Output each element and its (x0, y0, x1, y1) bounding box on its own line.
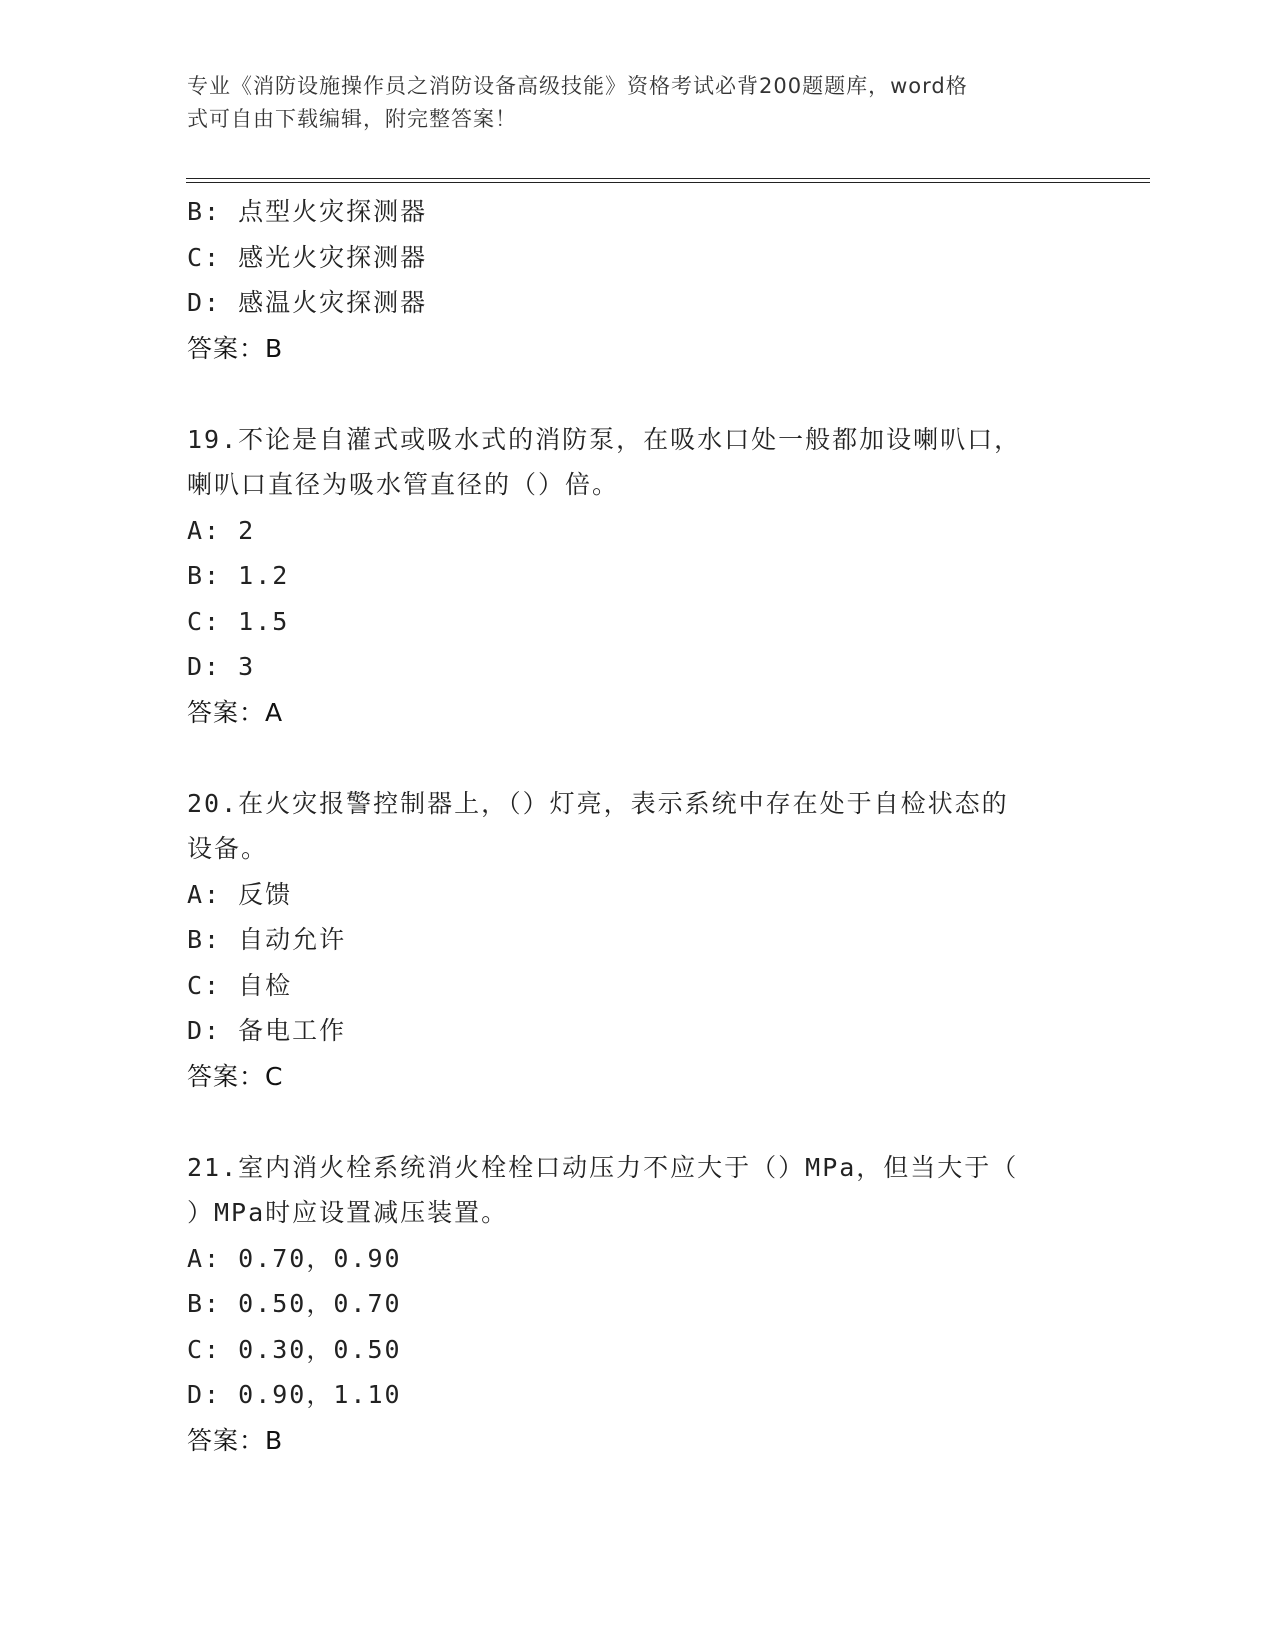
option-c: C: 1.5 (187, 606, 290, 636)
option-d: D: 感温火灾探测器 (187, 288, 428, 317)
question-text-line-2: ）MPa时应设置减压装置。 (187, 1198, 509, 1227)
option-d: D: 备电工作 (187, 1016, 347, 1045)
option-a: A: 反馈 (187, 879, 293, 909)
option-a: A: 0.70，0.90 (187, 1243, 402, 1273)
header-divider-bottom (186, 182, 1150, 183)
question-19 (187, 417, 1087, 736)
spacer (187, 1099, 1087, 1145)
option-b: B: 自动允许 (187, 925, 347, 954)
spacer (187, 371, 1087, 417)
answer-line: 答案：C (187, 1061, 284, 1091)
question-text-line-1: 21.室内消火栓系统消火栓栓口动压力不应大于（）MPa，但当大于（ (187, 1152, 1019, 1182)
option-b: B: 1.2 (187, 561, 290, 590)
answer-line: 答案：B (187, 1425, 284, 1455)
option-b: B: 0.50，0.70 (187, 1289, 402, 1318)
document-body (187, 189, 1087, 1463)
header-divider-top (186, 178, 1150, 179)
option-a: A: 2 (187, 515, 256, 545)
option-c: C: 0.30，0.50 (187, 1334, 402, 1364)
option-c: C: 感光火灾探测器 (187, 242, 428, 272)
answer-line: 答案：A (187, 697, 284, 727)
header-line-1: 专业《消防设施操作员之消防设备高级技能》资格考试必背200题题库，word格 (187, 74, 968, 98)
option-d: D: 0.90，1.10 (187, 1380, 402, 1409)
question-text-line-1: 20.在火灾报警控制器上，（）灯亮，表示系统中存在处于自检状态的 (187, 788, 1009, 818)
question-text-line-2: 喇叭口直径为吸水管直径的（）倍。 (187, 470, 620, 499)
option-d: D: 3 (187, 652, 256, 681)
header-line-2: 式可自由下载编辑，附完整答案！ (187, 107, 517, 131)
option-c: C: 自检 (187, 970, 293, 1000)
question-text-line-1: 19.不论是自灌式或吸水式的消防泵，在吸水口处一般都加设喇叭口， (187, 424, 1022, 454)
document-header (187, 70, 1087, 136)
option-b: B: 点型火灾探测器 (187, 197, 428, 226)
answer-line: 答案：B (187, 333, 284, 363)
question-20 (187, 781, 1087, 1100)
question-text-line-2: 设备。 (187, 834, 269, 863)
carryover-question (187, 189, 1087, 371)
question-21 (187, 1145, 1087, 1464)
spacer (187, 735, 1087, 781)
